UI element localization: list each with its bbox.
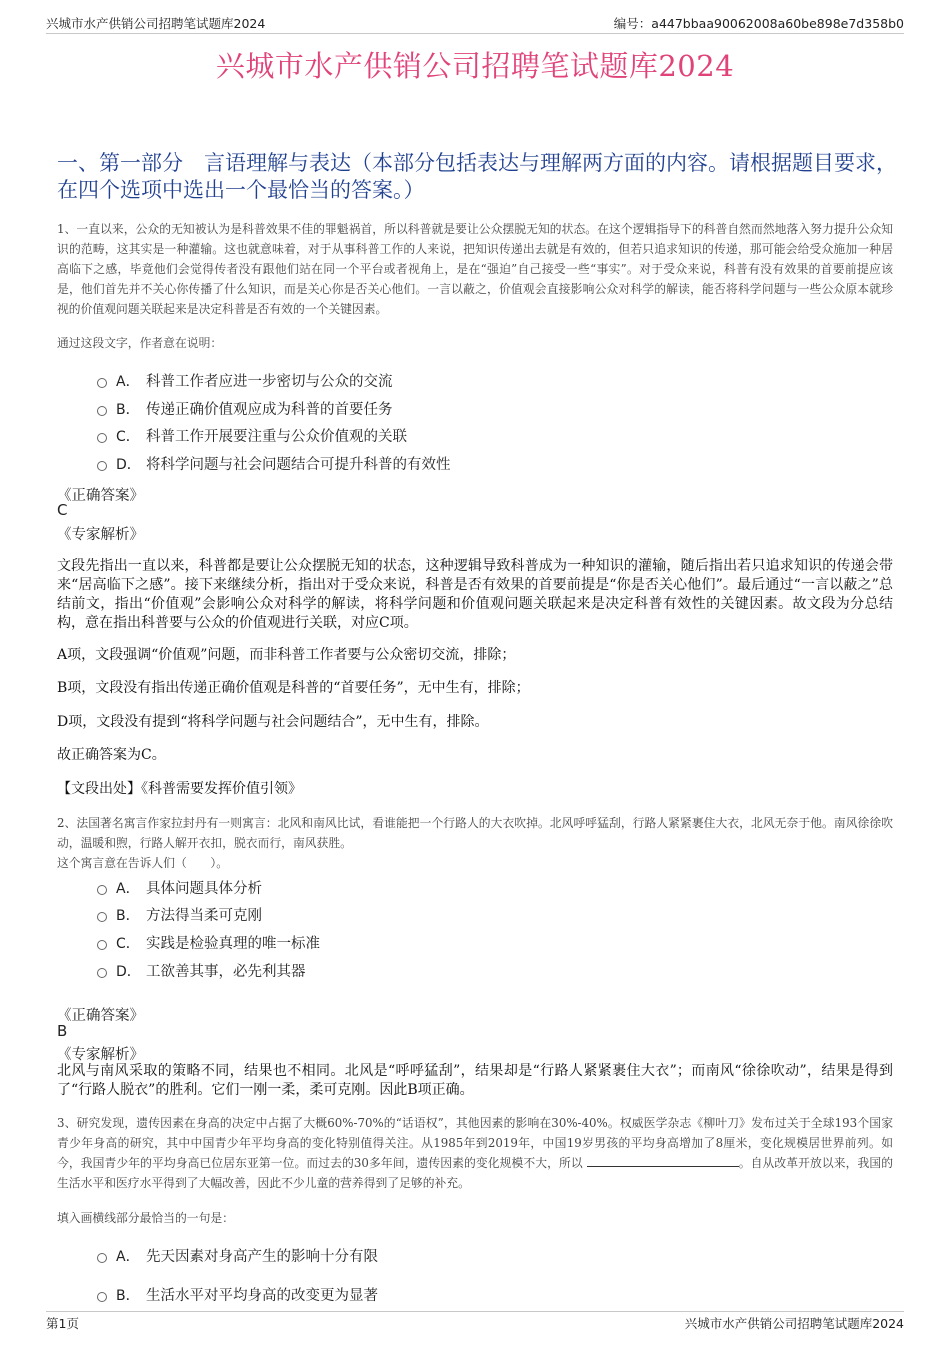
header-left: 兴城市水产供销公司招聘笔试题库2024 [46, 16, 266, 31]
radio-icon[interactable] [97, 968, 107, 978]
footer-divider [46, 1311, 904, 1312]
question-3-stem [57, 1113, 893, 1193]
question-1-option-c[interactable]: C． 科普工作开展要注重与公众价值观的关联 [97, 425, 407, 446]
radio-icon[interactable] [97, 406, 107, 416]
question-2-prompt: 这个寓言意在告诉人们（ ）。 [57, 856, 229, 870]
question-1-analysis-conclusion: 故正确答案为C。 [57, 747, 166, 763]
question-3-prompt: 填入画横线部分最恰当的一句是： [57, 1211, 234, 1225]
question-1-analysis-a: A项，文段强调“价值观”问题，而非科普工作者要与公众密切交流，排除； [57, 647, 516, 663]
question-1-option-d[interactable]: D． 将科学问题与社会问题结合可提升科普的有效性 [97, 453, 451, 474]
question-3-option-b[interactable]: B． 生活水平对平均身高的改变更为显著 [97, 1284, 378, 1305]
question-1-stem: 1、一直以来，公众的无知被认为是科普效果不佳的罪魁祸首，所以科普就是要让公众摆脱无知的状态。在这个逻辑指导下的科普自然而然地落入努力提升公众知识的范畴，这其实是一种灌输。这也就意味着，对于从事科普工作的人来说，把知识传递出去就是有效的，但若只追求知识的传递，那可能会给受众施加一种居高临下之感，毕竟他们会觉得传者没有跟他们站在同一个平台或者视角上，是在“强迫”自己接受一些“事实”。对于受众来说，科普有没有效果的首要前提应该是，他们首先并不关心你传播了什么知识，而是关心你是否关心他们。一言以蔽之，价值观会直接影响公众对科学的解读，能否将科学问题与一些公众原本就珍视的价值观问题关联起来是决定科普是否有效的一个关键因素。 [57, 222, 893, 316]
question-1-source: 【文段出处】《科普需要发挥价值引领》 [57, 781, 302, 797]
question-1-analysis-d: D项，文段没有提到“将科学问题与社会问题结合”，无中生有，排除。 [57, 714, 489, 730]
question-2-option-c[interactable]: C． 实践是检验真理的唯一标准 [97, 932, 320, 953]
radio-icon[interactable] [97, 1292, 107, 1302]
radio-icon[interactable] [97, 433, 107, 443]
question-1-option-a[interactable]: A． 科普工作者应进一步密切与公众的交流 [97, 370, 393, 391]
question-1-answer: C [57, 501, 68, 519]
radio-icon[interactable] [97, 378, 107, 388]
question-2-option-a[interactable]: A． 具体问题具体分析 [97, 877, 262, 898]
section-title: 一、第一部分 言语理解与表达（本部分包括表达与理解两方面的内容。请根据题目要求，在四个选项中选出一个最恰当的答案。） [57, 151, 897, 202]
question-2-answer: B [57, 1022, 68, 1040]
question-2-option-b[interactable]: B． 方法得当柔可克刚 [97, 904, 262, 925]
page-title: 兴城市水产供销公司招聘笔试题库2024 [215, 49, 735, 83]
question-2-answer-label: 《正确答案》 [57, 1008, 144, 1024]
header-document-id: 编号：a447bbaa90062008a60be898e7d358b0 [613, 16, 904, 31]
question-2-analysis-label: 《专家解析》 [57, 1047, 144, 1063]
question-2-option-d[interactable]: D． 工欲善其事，必先利其器 [97, 960, 306, 981]
question-3-option-a[interactable]: A． 先天因素对身高产生的影响十分有限 [97, 1245, 378, 1266]
radio-icon[interactable] [97, 912, 107, 922]
question-1-analysis-label: 《专家解析》 [57, 527, 144, 543]
question-1-analysis-b: B项，文段没有指出传递正确价值观是科普的“首要任务”，无中生有，排除； [57, 680, 530, 696]
fill-in-blank[interactable] [587, 1154, 739, 1167]
radio-icon[interactable] [97, 1253, 107, 1263]
footer-title: 兴城市水产供销公司招聘笔试题库2024 [684, 1316, 904, 1331]
question-1-prompt: 通过这段文字，作者意在说明： [57, 336, 223, 350]
question-3-stem-continued: 。自从改革开放以来，我国的生活水平和医疗水平得到了大幅改善，因此不少儿童的营养得到了足够的补充。 [57, 1156, 893, 1190]
radio-icon[interactable] [97, 940, 107, 950]
footer-page-number: 第1页 [46, 1316, 79, 1331]
radio-icon[interactable] [97, 461, 107, 471]
radio-icon[interactable] [97, 885, 107, 895]
question-1-analysis-summary: 文段先指出一直以来，科普都是要让公众摆脱无知的状态，这种逻辑导致科普成为一种知识的灌输，随后指出若只追求知识的传递会带来“居高临下之感”。接下来继续分析，指出对于受众来说，科普是否有效果的首要前提是“你是否关心他们”。最后通过“一言以蔽之”总结前文，指出“价值观”会影响公众对科学的解读，将科学问题和价值观问题关联起来是决定科普有效性的关键因素。故文段为分总结构，意在指出科普要与公众的价值观进行关联，对应C项。 [57, 558, 893, 631]
question-1-option-b[interactable]: B． 传递正确价值观应成为科普的首要任务 [97, 398, 393, 419]
question-1-answer-label: 《正确答案》 [57, 488, 144, 504]
question-2-analysis: 北风与南风采取的策略不同，结果也不相同。北风是“呼呼猛刮”，结果却是“行路人紧紧裹住大衣”；而南风“徐徐吹动”，结果是得到了“行路人脱衣”的胜利。它们一刚一柔，柔可克刚。因此B项正确。 [57, 1063, 893, 1098]
question-2-stem: 2、法国著名寓言作家拉封丹有一则寓言：北风和南风比试，看谁能把一个行路人的大衣吹掉。北风呼呼猛刮，行路人紧紧裹住大衣，北风无奈于他。南风徐徐吹动，温暖和煦，行路人解开衣扣，脱衣而行，南风获胜。 [57, 816, 893, 850]
header-divider [46, 33, 904, 34]
question-3-stem-text: 3、研究发现，遗传因素在身高的决定中占据了大概60%-70%的“话语权”，其他因素的影响在30%-40%。权威医学杂志《柳叶刀》发布过关于全球193个国家青少年身高的研究，其中中国青少年平均身高的变化特别值得关注。从1985年到2019年，中国19岁男孩的平均身高增加了8厘米，变化规模居世界前列。如今，我国青少年的平均身高已位居东亚第一位。而过去的30多年间，遗传因素的变化规模不大，所以 [57, 1116, 893, 1170]
